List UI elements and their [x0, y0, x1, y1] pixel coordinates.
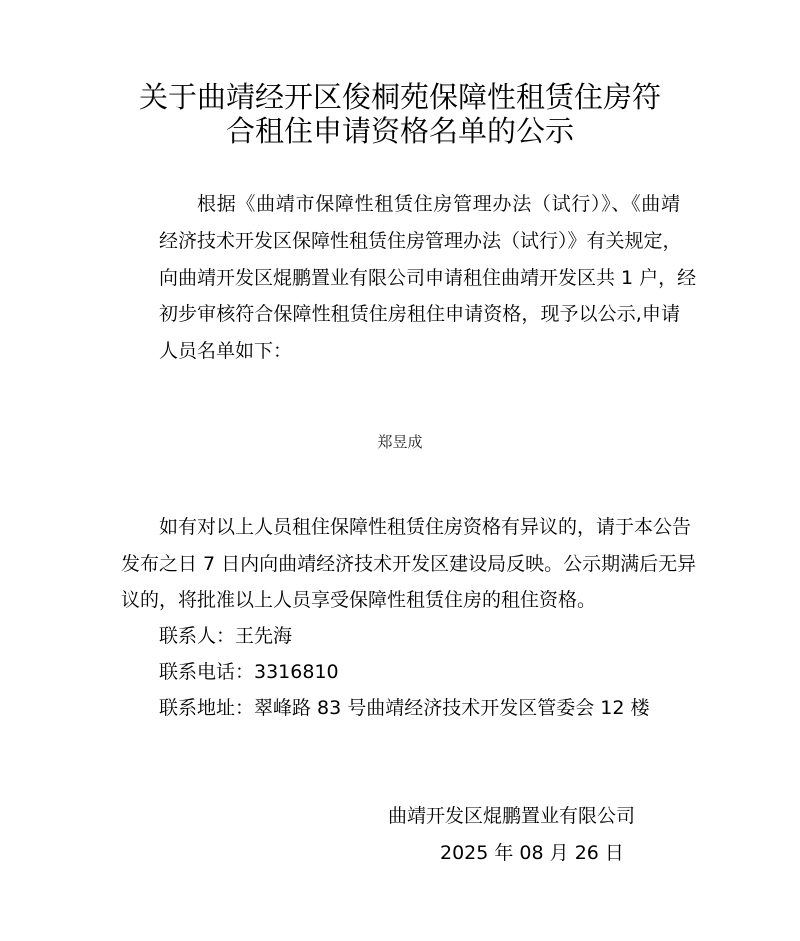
signature-org: 曲靖开发区焜鹏置业有限公司 [388, 805, 636, 827]
applicant-name: 郑昱成 [377, 433, 423, 451]
intro-line-1: 根据《曲靖市保障性租赁住房管理办法（试行）》、《曲靖 [197, 193, 680, 215]
objection-line-2: 发布之日 7 日内向曲靖经济技术开发区建设局反映。公示期满后无异 [121, 553, 697, 575]
contact-person: 联系人：王先海 [159, 625, 293, 647]
intro-line-2: 经济技术开发区保障性租赁住房管理办法（试行）》有关规定， [159, 230, 682, 252]
contact-phone: 联系电话：3316810 [159, 661, 339, 683]
document-title-line-1: 关于曲靖经开区俊桐苑保障性租赁住房符 [138, 80, 661, 114]
objection-line-1: 如有对以上人员租住保障性租赁住房资格有异议的，请于本公告 [159, 516, 692, 538]
intro-line-5: 人员名单如下： [159, 340, 293, 362]
contact-address: 联系地址：翠峰路 83 号曲靖经济技术开发区管委会 12 楼 [159, 697, 650, 719]
document-title-line-2: 合租住申请资格名单的公示 [225, 114, 574, 148]
intro-line-4: 初步审核符合保障性租赁住房租住申请资格，现予以公示,申请 [159, 303, 680, 325]
signature-date: 2025 年 08 月 26 日 [440, 842, 624, 864]
intro-line-3: 向曲靖开发区焜鹏置业有限公司申请租住曲靖开发区共 1 户，经 [159, 267, 697, 289]
objection-line-3: 议的，将批准以上人员享受保障性租赁住房的租住资格。 [121, 589, 597, 611]
